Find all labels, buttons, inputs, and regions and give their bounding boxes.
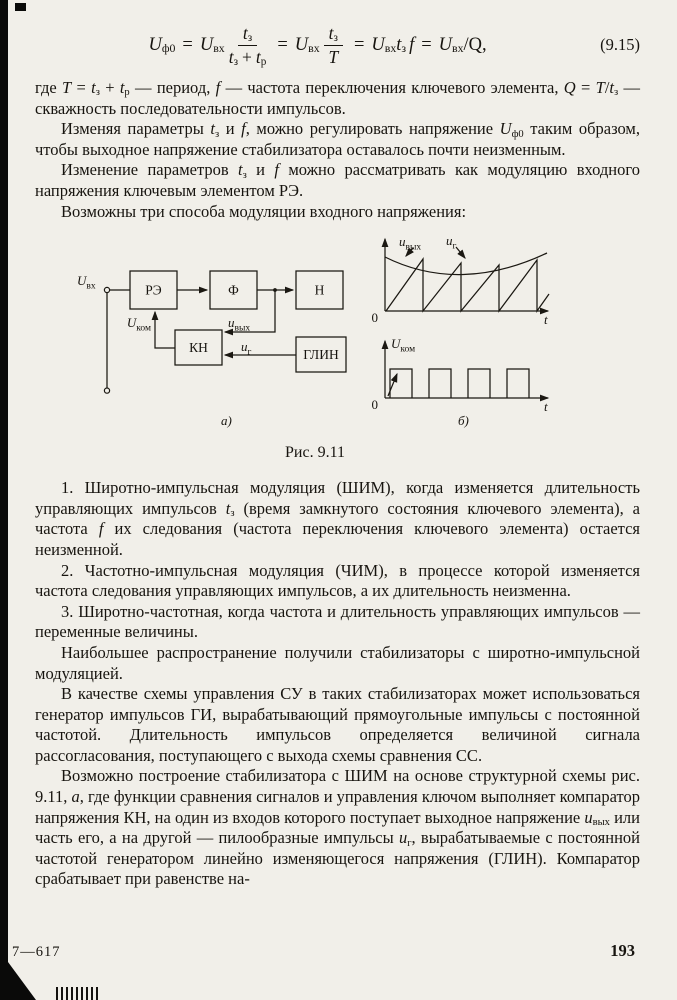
print-signature: 7—617 xyxy=(12,944,61,960)
paragraph: Наибольшее распространение получили стабилизаторы с широтно-импульсной модуляцией. xyxy=(35,642,640,683)
waveform-top xyxy=(372,233,550,327)
time-axis-label: t xyxy=(544,399,548,415)
scan-barcode-mark xyxy=(56,987,98,1000)
ug-label: $u_г$ xyxy=(241,339,252,358)
block-re-label: РЭ xyxy=(145,282,162,298)
math-term: $U_{вх}t_з$ f xyxy=(371,34,415,56)
block-n-label: Н xyxy=(314,282,325,298)
scan-left-bar xyxy=(0,0,8,1000)
math-term: $U_{вх}/Q$, xyxy=(438,34,487,56)
paragraph: Изменяя параметры $t_з$ и f, можно регулировать напряжение $U_{ф0}$ таким образом, чтобы выходное напряжение стабилизатора оставалось почти неизменным. xyxy=(35,119,640,159)
scan-bottom-triangle xyxy=(8,962,36,1000)
scan-corner-mark xyxy=(15,3,26,11)
uvyh-label: $u_{вых}$ xyxy=(228,315,251,334)
math-term: $U_{ф0}$ xyxy=(148,34,176,56)
equation-9-15 xyxy=(35,23,600,68)
ug-wave-label: $u_г$ xyxy=(446,233,457,252)
pulse-train-trace xyxy=(390,369,529,398)
figure-9-11 xyxy=(35,228,640,462)
time-axis-label: t xyxy=(544,312,548,328)
fraction: $\frac{t_з}{T}$ xyxy=(324,23,343,68)
ug-pointer xyxy=(456,247,465,258)
figure-drawing xyxy=(75,228,560,440)
paragraph: 3. Широтно-частотная, когда частота и длительность управляющих импульсов — переменные величины. xyxy=(35,601,640,642)
paragraph: Возможны три способа модуляции входного напряжения: xyxy=(61,201,467,221)
input-voltage-label: $U_{вх}$ xyxy=(77,273,96,292)
paragraph: Изменение параметров $t_з$ и f можно рассматривать как модуляцию входного напряжения ключевым элементом РЭ. xyxy=(35,160,640,200)
page-number: 193 xyxy=(610,941,635,960)
paragraph: где $T = t_з + t_р$ — период, f — частота переключения ключевого элемента, $Q = T/t_з$ — скважность последовательности импульсов. xyxy=(35,78,640,118)
paragraph: В качестве схемы управления СУ в таких стабилизаторах может использоваться генератор импульсов ГИ, вырабатывающий прямоугольные импульсы с постоянной частотой. Длительность импульсов определяется величиной сигнала рассогласования, поступающего с выхода схемы сравнения СС. xyxy=(35,684,640,765)
block-kn-label: КН xyxy=(189,340,208,356)
block-f-label: Ф xyxy=(228,282,239,298)
math-term: $U_{вх}$ xyxy=(199,34,225,56)
equals-sign: = xyxy=(353,34,365,55)
control-line-ukom xyxy=(155,312,175,348)
page-footer xyxy=(12,941,635,961)
block-glin-label: ГЛИН xyxy=(303,347,339,363)
figure-caption: Рис. 9.11 xyxy=(285,444,345,462)
ukom-wave-label: $U_{ком}$ xyxy=(391,336,416,355)
equals-sign: = xyxy=(277,34,288,55)
origin-label: 0 xyxy=(371,397,378,413)
pulse-width-arrow xyxy=(388,374,397,396)
math-term: $U_{вх}$ xyxy=(294,34,320,56)
subfigure-a-label: а) xyxy=(221,413,232,429)
equation-number: (9.15) xyxy=(600,35,640,54)
origin-label: 0 xyxy=(371,310,378,326)
waveform-bottom xyxy=(372,336,549,428)
ukom-label: $U_{ком}$ xyxy=(126,315,151,334)
uvyh-wave-label: $u_{вых}$ xyxy=(399,234,422,253)
equals-sign: = xyxy=(182,34,193,55)
output-voltage-trace xyxy=(385,253,547,275)
equation-row xyxy=(35,22,640,68)
paragraph: Возможно построение стабилизатора с ШИМ на основе структурной схемы рис. 9.11, а, где функции сравнения сигналов и управления ключом выполняет компаратор напряжения КН, на один из входов которого поступает выходное напряжение $u_{вых}$ или часть его, а на другой — пилообразные импульсы $u_г$, вырабатываемые с постоянной частотой генератором линейно изменяющегося напряжения (ГЛИН). Компаратор срабатывает при равенстве на- xyxy=(35,766,640,889)
paragraph: 1. Широтно-импульсная модуляция (ШИМ), когда изменяется длительность управляющих импульсов $t_з$ (время замкнутого состояния ключевого элемента), а частота f их следования (частота переключения ключевого элемента) остается неизменной. xyxy=(35,478,640,559)
subfigure-b-label: б) xyxy=(458,413,469,429)
block-diagram xyxy=(77,271,346,428)
paragraph: 2. Частотно-импульсная модуляция (ЧИМ), в процессе которой изменяется частота следования управляющих импульсов, а их длительность неизменна. xyxy=(35,560,640,601)
input-terminal-bottom xyxy=(104,388,109,393)
fraction: $\frac{t_з}{t_з + t_р}$ xyxy=(228,22,267,68)
equals-sign: = xyxy=(421,34,432,55)
input-terminal-top xyxy=(104,288,109,293)
book-page xyxy=(35,14,640,890)
